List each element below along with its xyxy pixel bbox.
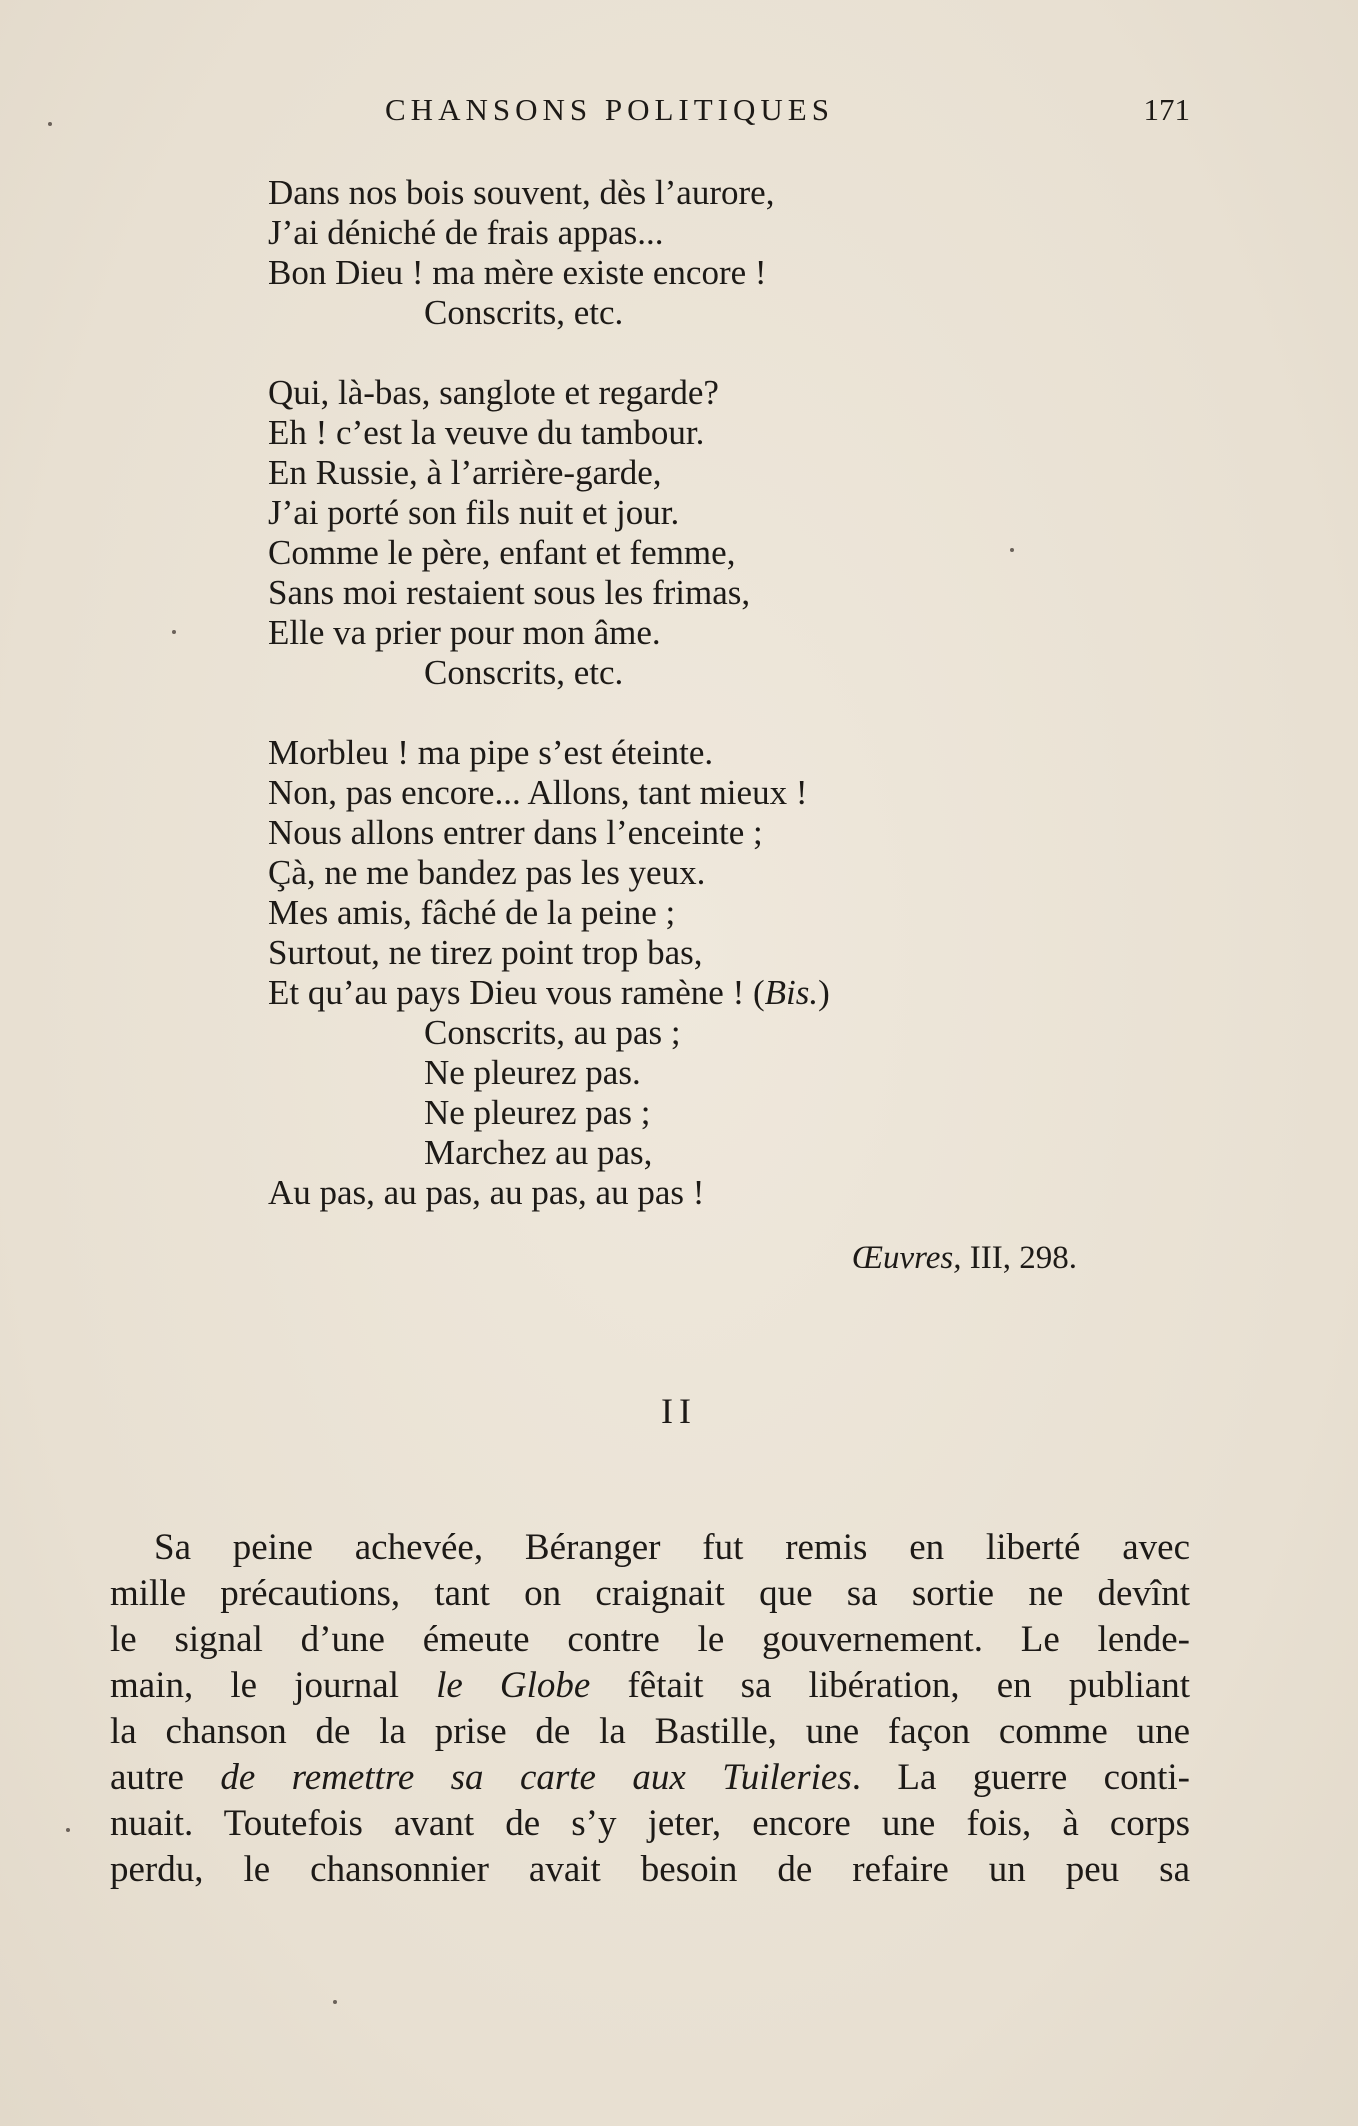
stanza-break <box>268 333 1088 373</box>
poem-line: Ne pleurez pas ; <box>424 1093 651 1132</box>
poem-line: Morbleu ! ma pipe s’est éteinte. <box>268 733 714 772</box>
page-number: 171 <box>1143 92 1190 127</box>
poem <box>268 173 1088 1213</box>
poem-line: Qui, là-bas, sanglote et regarde? <box>268 373 719 412</box>
poem-line: Au pas, au pas, au pas, au pas ! <box>268 1173 705 1212</box>
paragraph-line: main, le journal le Globe fêtait sa libération, en publiant <box>110 1665 1191 1706</box>
section-heading: II <box>661 1391 697 1431</box>
paper-speck <box>172 630 176 634</box>
paragraph-line: Sa peine achevée, Béranger fut remis en liberté avec <box>154 1527 1190 1568</box>
poem-line: Bon Dieu ! ma mère existe encore ! <box>268 253 767 292</box>
poem-line: Conscrits, au pas ; <box>424 1013 681 1052</box>
paper-speck <box>333 2000 337 2004</box>
poem-line: Marchez au pas, <box>424 1133 653 1172</box>
poem-line: Conscrits, etc. <box>424 653 624 692</box>
paragraph-line: mille précautions, tant on craignait que sa sortie ne devînt <box>110 1573 1190 1614</box>
source-work-title: Œuvres, <box>851 1240 962 1276</box>
stanza-break <box>268 693 1088 733</box>
paragraph-line: autre de remettre sa carte aux Tuileries. La guerre conti- <box>110 1757 1190 1798</box>
body-paragraph <box>110 1525 1190 1893</box>
poem-line: Non, pas encore... Allons, tant mieux ! <box>268 773 808 812</box>
poem-line: Comme le père, enfant et femme, <box>268 533 736 572</box>
poem-line: Dans nos bois souvent, dès l’aurore, <box>268 173 775 212</box>
source-reference: III, 298. <box>961 1240 1077 1276</box>
poem-line: Eh ! c’est la veuve du tambour. <box>268 413 705 452</box>
paper-speck <box>1010 548 1014 552</box>
poem-line: En Russie, à l’arrière-garde, <box>268 453 662 492</box>
paper-speck <box>48 122 52 126</box>
paper-speck <box>66 1828 70 1832</box>
poem-line: Surtout, ne tirez point trop bas, <box>268 933 703 972</box>
poem-line: J’ai porté son fils nuit et jour. <box>268 493 680 532</box>
poem-line: Et qu’au pays Dieu vous ramène ! (Bis.) <box>268 973 830 1012</box>
paragraph-line: la chanson de la prise de la Bastille, une façon comme une <box>110 1711 1190 1752</box>
poem-line: Nous allons entrer dans l’enceinte ; <box>268 813 763 852</box>
poem-line: J’ai déniché de frais appas... <box>268 213 664 252</box>
poem-line: Elle va prier pour mon âme. <box>268 613 661 652</box>
paragraph-line: nuait. Toutefois avant de s’y jeter, encore une fois, à corps <box>110 1803 1190 1844</box>
poem-line: Sans moi restaient sous les frimas, <box>268 573 751 612</box>
poem-line: Çà, ne me bandez pas les yeux. <box>268 853 706 892</box>
poem-line: Conscrits, etc. <box>424 293 624 332</box>
source-citation <box>852 1240 1077 1277</box>
paragraph-line: le signal d’une émeute contre le gouvernement. Le lende- <box>110 1619 1190 1660</box>
poem-line: Ne pleurez pas. <box>424 1053 641 1092</box>
poem-line: Mes amis, fâché de la peine ; <box>268 893 676 932</box>
running-head <box>110 92 1190 142</box>
paragraph-line: perdu, le chansonnier avait besoin de refaire un peu sa <box>110 1849 1190 1890</box>
running-title: CHANSONS POLITIQUES <box>385 92 834 127</box>
